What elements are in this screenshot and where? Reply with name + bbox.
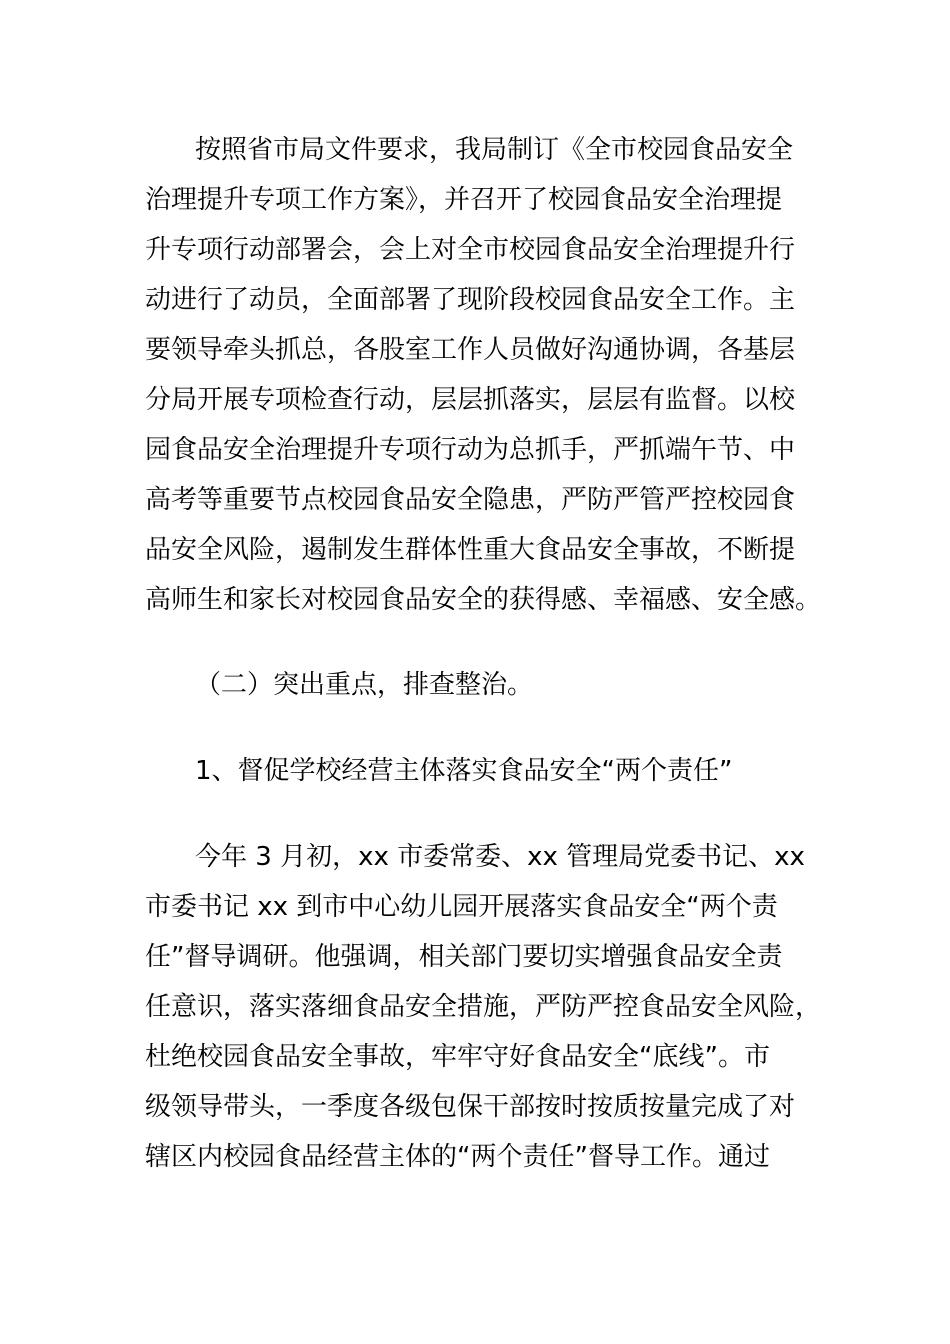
paragraph-1-line-1: 按照省市局文件要求，我局制订《全市校园食品安全 xyxy=(195,135,794,165)
paragraph-1-line-7: 园食品安全治理提升专项行动为总抓手，严抓端午节、中 xyxy=(145,435,796,465)
paragraph-1-line-8: 高考等重要节点校园食品安全隐患，严防严管严控校园食 xyxy=(145,485,796,515)
paragraph-1-line-6: 分局开展专项检查行动，层层抓落实，层层有监督。以校 xyxy=(145,385,796,415)
paragraph-1-line-3: 升专项行动部署会，会上对全市校园食品安全治理提升行 xyxy=(145,235,796,265)
paragraph-2-line-1: 今年 3 月初，xx 市委常委、xx 管理局党委书记、xx xyxy=(195,842,805,872)
section-heading: （二）突出重点，排查整治。 xyxy=(195,670,534,700)
paragraph-2-line-4: 任意识，落实落细食品安全措施，严防严控食品安全风险， xyxy=(145,992,822,1022)
paragraph-1-line-10: 高师生和家长对校园食品安全的获得感、幸福感、安全感。 xyxy=(145,585,822,615)
paragraph-1-line-2: 治理提升专项工作方案》，并召开了校园食品安全治理提 xyxy=(145,185,783,215)
paragraph-2-line-6: 级领导带头，一季度各级包保干部按时按质按量完成了对 xyxy=(145,1092,796,1122)
paragraph-2-line-3: 任”督导调研。他强调，相关部门要切实增强食品安全责 xyxy=(145,942,783,972)
paragraph-1-line-4: 动进行了动员，全面部署了现阶段校园食品安全工作。主 xyxy=(145,285,796,315)
paragraph-2-line-7: 辖区内校园食品经营主体的“两个责任”督导工作。通过 xyxy=(145,1142,770,1172)
paragraph-1-line-9: 品安全风险，遏制发生群体性重大食品安全事故，不断提 xyxy=(145,535,796,565)
paragraph-1-line-5: 要领导牵头抓总，各股室工作人员做好沟通协调，各基层 xyxy=(145,335,796,365)
item-heading: 1、督促学校经营主体落实食品安全“两个责任” xyxy=(195,756,733,786)
paragraph-2-line-5: 杜绝校园食品安全事故，牢牢守好食品安全“底线”。市 xyxy=(145,1042,770,1072)
paragraph-2-line-2: 市委书记 xx 到市中心幼儿园开展落实食品安全“两个责 xyxy=(145,892,778,922)
